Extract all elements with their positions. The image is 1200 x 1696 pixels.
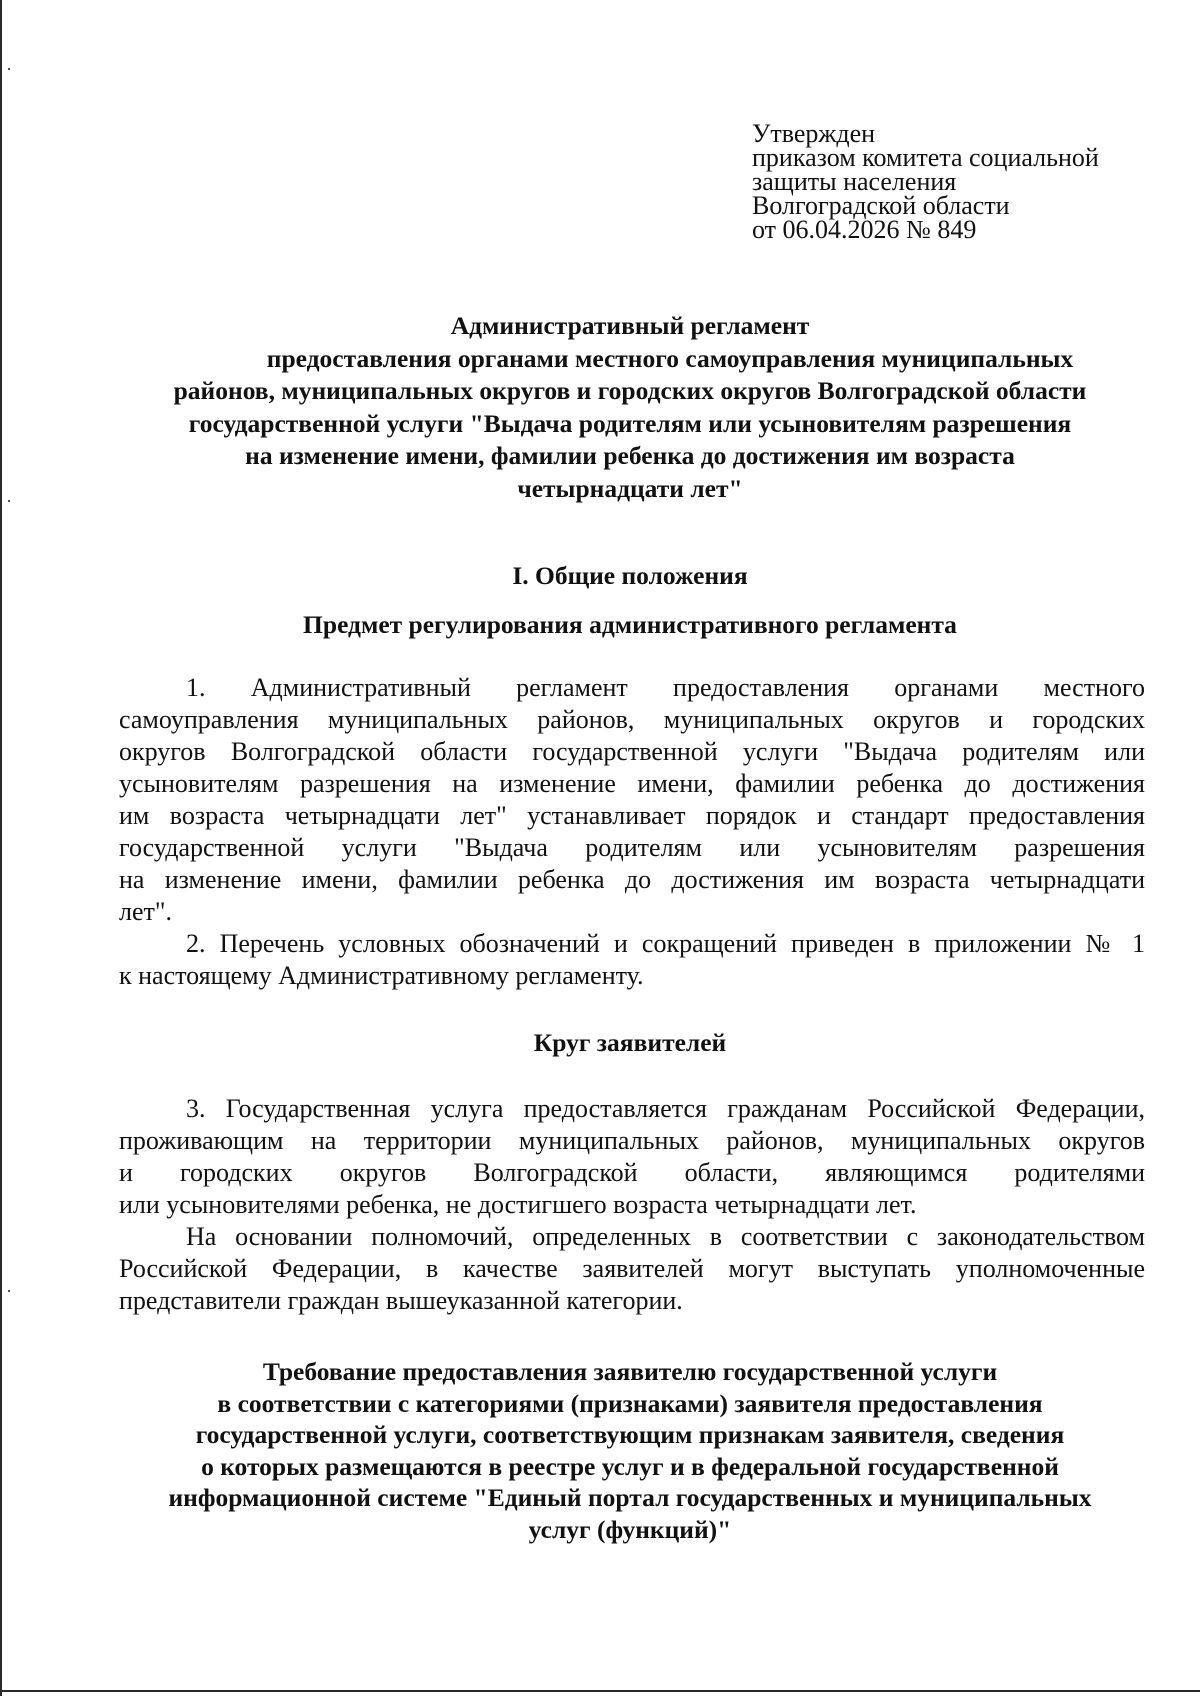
scan-mark bbox=[8, 68, 10, 70]
paragraph-line: и городских округов Волгоградской области, являющимся родителями bbox=[119, 1158, 1145, 1187]
title-line: районов, муниципальных округов и городских округов Волгоградской области bbox=[173, 376, 1087, 405]
approval-line: Волгоградской области bbox=[752, 191, 1010, 220]
section-subheading: Предмет регулирования административного регламента bbox=[303, 610, 957, 639]
paragraph-1 bbox=[119, 672, 1145, 928]
title-line: на изменение имени, фамилии ребенка до достижения им возраста bbox=[245, 441, 1015, 470]
requirement-line: государственной услуги, соответствующим признакам заявителя, сведения bbox=[195, 1420, 1065, 1449]
scan-mark bbox=[8, 500, 10, 502]
scan-mark bbox=[8, 1290, 10, 1292]
paragraph-line: На основании полномочий, определенных в соответствии с законодательством bbox=[186, 1222, 1145, 1251]
title-line: предоставления органами местного самоуправления муниципальных bbox=[266, 343, 1074, 373]
paragraph-line: Российской Федерации, в качестве заявителей могут выступать уполномоченные bbox=[119, 1254, 1145, 1283]
applicants-heading: Круг заявителей bbox=[533, 1028, 727, 1057]
approval-line: защиты населения bbox=[752, 167, 957, 196]
paragraph-2 bbox=[119, 928, 1145, 992]
approval-stamp-block bbox=[752, 119, 1099, 244]
section-heading: I. Общие положения bbox=[512, 561, 748, 590]
page-left-edge bbox=[0, 0, 2, 1696]
requirement-line: о которых размещаются в реестре услуг и в федеральной государственной bbox=[201, 1451, 1059, 1481]
paragraph-4 bbox=[119, 1221, 1145, 1317]
approval-line: от 06.04.2026 № 849 bbox=[752, 215, 977, 244]
paragraph-line: проживающим на территории муниципальных районов, муниципальных округов bbox=[119, 1126, 1145, 1155]
title-line: государственной услуги "Выдача родителям или усыновителям разрешения bbox=[188, 408, 1072, 438]
paragraph-line: к настоящему Административному регламенту. bbox=[119, 961, 644, 990]
paragraph-line: государственной услуги "Выдача родителям или усыновителям разрешения bbox=[119, 833, 1145, 862]
title-line: Административный регламент bbox=[450, 311, 810, 340]
document-title bbox=[110, 310, 1150, 505]
paragraph-line: или усыновителями ребенка, не достигшего возраста четырнадцати лет. bbox=[119, 1190, 917, 1219]
requirement-line: услуг (функций)" bbox=[528, 1514, 732, 1544]
approval-line: Утвержден bbox=[752, 119, 876, 148]
requirement-line: Требование предоставления заявителю государственной услуги bbox=[262, 1357, 998, 1386]
page-bottom-edge bbox=[0, 1690, 1200, 1692]
paragraph-line: им возраста четырнадцати лет" устанавливает порядок и стандарт предоставления bbox=[119, 801, 1145, 830]
paragraph-line: на изменение имени, фамилии ребенка до достижения им возраста четырнадцати bbox=[119, 865, 1145, 894]
paragraph-line: 1. Административный регламент предоставления органами местного bbox=[186, 673, 1145, 702]
paragraph-line: представители граждан вышеуказанной категории. bbox=[119, 1286, 683, 1315]
paragraph-line: усыновителям разрешения на изменение имени, фамилии ребенка до достижения bbox=[119, 769, 1145, 798]
title-line: четырнадцати лет" bbox=[517, 473, 743, 503]
paragraph-line: 2. Перечень условных обозначений и сокращений приведен в приложении № 1 bbox=[186, 929, 1145, 958]
requirement-line: информационной системе "Единый портал государственных и муниципальных bbox=[168, 1483, 1092, 1512]
approval-line: приказом комитета социальной bbox=[752, 143, 1099, 172]
paragraph-line: лет". bbox=[119, 897, 172, 926]
requirement-line: в соответствии с категориями (признаками) заявителя предоставления bbox=[217, 1388, 1043, 1418]
requirement-heading bbox=[110, 1356, 1150, 1545]
paragraph-line: 3. Государственная услуга предоставляется гражданам Российской Федерации, bbox=[186, 1094, 1145, 1123]
paragraph-line: округов Волгоградской области государственной услуги "Выдача родителям или bbox=[119, 737, 1145, 766]
paragraph-3 bbox=[119, 1093, 1145, 1221]
paragraph-line: самоуправления муниципальных районов, муниципальных округов и городских bbox=[119, 705, 1145, 734]
